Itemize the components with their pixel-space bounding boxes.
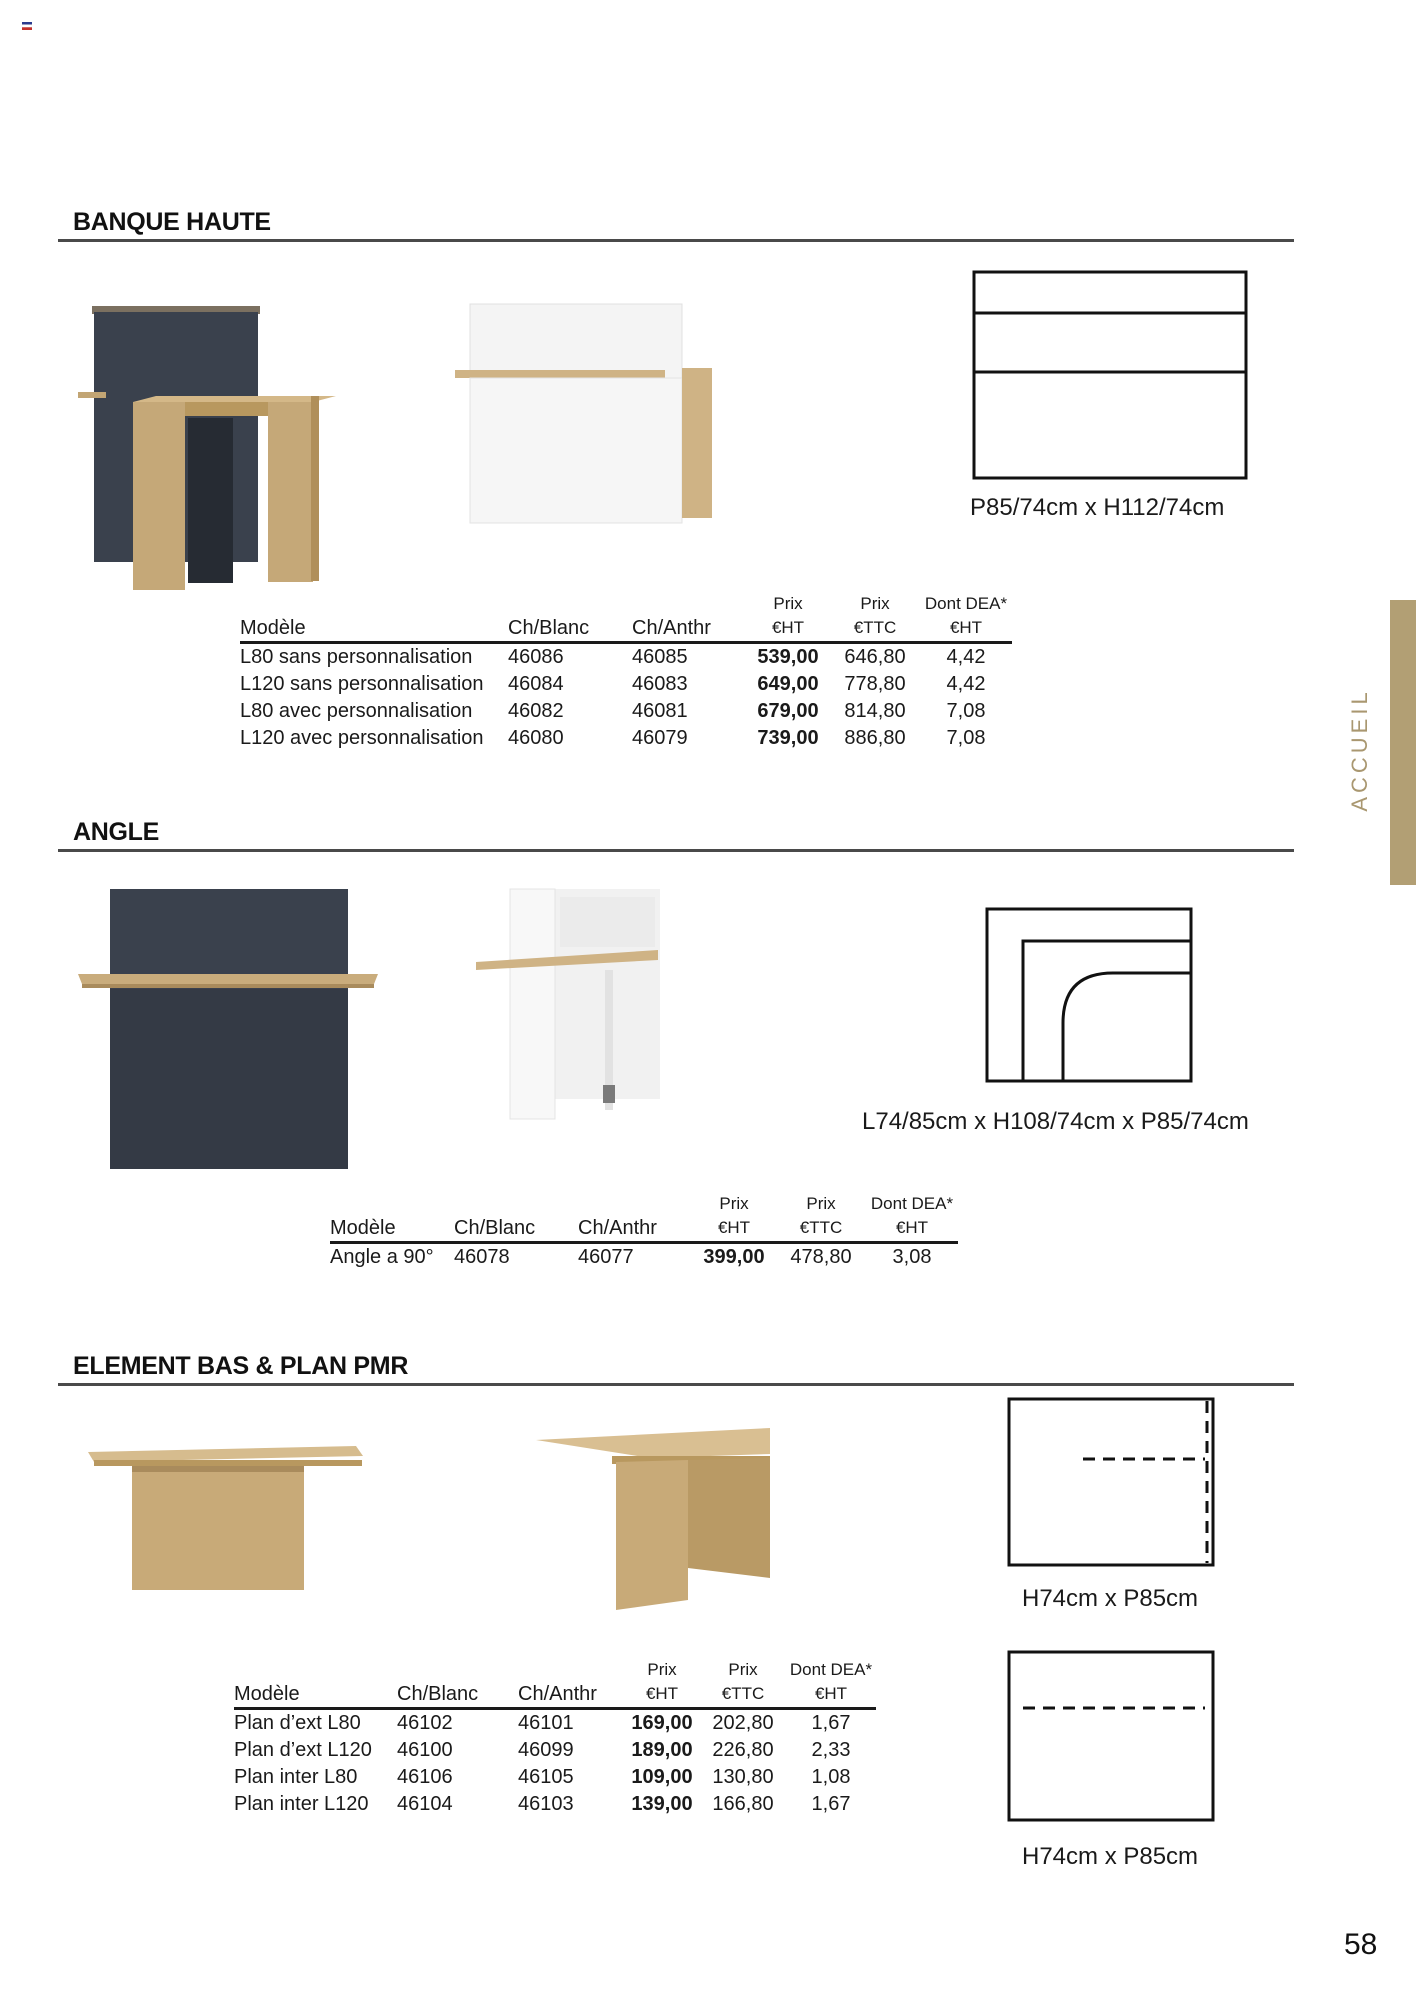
col-header-price-ttc: Prix €TTC [776,1192,866,1243]
section-side-tab[interactable] [1390,600,1416,885]
angle-price-table [330,1192,958,1271]
plan-interieur-image [530,1418,780,1618]
col-header-blanc: Ch/Blanc [397,1658,518,1709]
table-header-row [330,1192,958,1243]
table-row: Plan d’ext L80 46102 46101 169,00 202,80 1,67 [234,1712,851,1734]
banque-haute-white-image [455,300,720,530]
section-divider [58,239,1294,242]
col-header-dea: Dont DEA* €HT [786,1658,876,1709]
banque-haute-price-table [240,592,1012,752]
element-bas-schematic-diagram-1 [1005,1395,1225,1570]
table-row: Plan inter L120 46104 46103 139,00 166,80 1,67 [234,1793,851,1815]
section-divider [58,1383,1294,1386]
table-row: L120 sans personnalisation 46084 46083 649,00 778,80 4,42 [240,673,986,695]
angle-schematic-diagram [983,905,1193,1085]
section-title-banque-haute: BANQUE HAUTE [73,208,271,236]
table-row: L120 avec personnalisation 46080 46079 739,00 886,80 7,08 [240,727,986,749]
col-header-price-ht: Prix €HT [692,1192,776,1243]
element-bas-dimensions-2: H74cm x P85cm [1022,1843,1199,1870]
banque-haute-schematic-diagram [970,270,1250,480]
table-header-row [240,592,1012,643]
table-row: Plan inter L80 46106 46105 109,00 130,80 1,08 [234,1766,851,1788]
angle-white-image [470,885,670,1125]
flag-icon [22,22,32,30]
table-row: L80 avec personnalisation 46082 46081 679,00 814,80 7,08 [240,700,986,722]
table-header-row [234,1658,876,1709]
col-header-model: Modèle [234,1658,397,1709]
element-bas-schematic-diagram-2 [1005,1648,1225,1823]
section-title-angle: ANGLE [73,818,160,846]
col-header-blanc: Ch/Blanc [454,1192,578,1243]
banque-haute-dimensions: P85/74cm x H112/74cm [970,494,1225,521]
side-tab-label: ACCUEIL [1347,688,1372,812]
col-header-price-ttc: Prix €TTC [830,592,920,643]
col-header-price-ht: Prix €HT [624,1658,700,1709]
plan-exterieur-image [88,1430,368,1605]
table-row: Plan d’ext L120 46100 46099 189,00 226,80 2,33 [234,1739,851,1761]
col-header-price-ht: Prix €HT [746,592,830,643]
col-header-price-ttc: Prix €TTC [700,1658,786,1709]
table-row: L80 sans personnalisation 46086 46085 539,00 646,80 4,42 [240,646,986,668]
section-title-element-bas: ELEMENT BAS & PLAN PMR [73,1352,409,1380]
element-bas-dimensions-1: H74cm x P85cm [1022,1585,1199,1612]
banque-haute-anthracite-image [78,300,348,595]
col-header-dea: Dont DEA* €HT [920,592,1012,643]
section-divider [58,849,1294,852]
col-header-blanc: Ch/Blanc [508,592,632,643]
col-header-anthr: Ch/Anthr [518,1658,624,1709]
col-header-anthr: Ch/Anthr [632,592,746,643]
element-bas-price-table [234,1658,876,1818]
col-header-anthr: Ch/Anthr [578,1192,692,1243]
page-number: 58 [1344,1928,1378,1961]
col-header-model: Modèle [330,1192,454,1243]
table-row: Angle a 90° 46078 46077 399,00 478,80 3,08 [330,1246,932,1268]
col-header-dea: Dont DEA* €HT [866,1192,958,1243]
angle-anthracite-image [78,885,383,1185]
col-header-model: Modèle [240,592,508,643]
angle-dimensions: L74/85cm x H108/74cm x P85/74cm [862,1108,1249,1135]
